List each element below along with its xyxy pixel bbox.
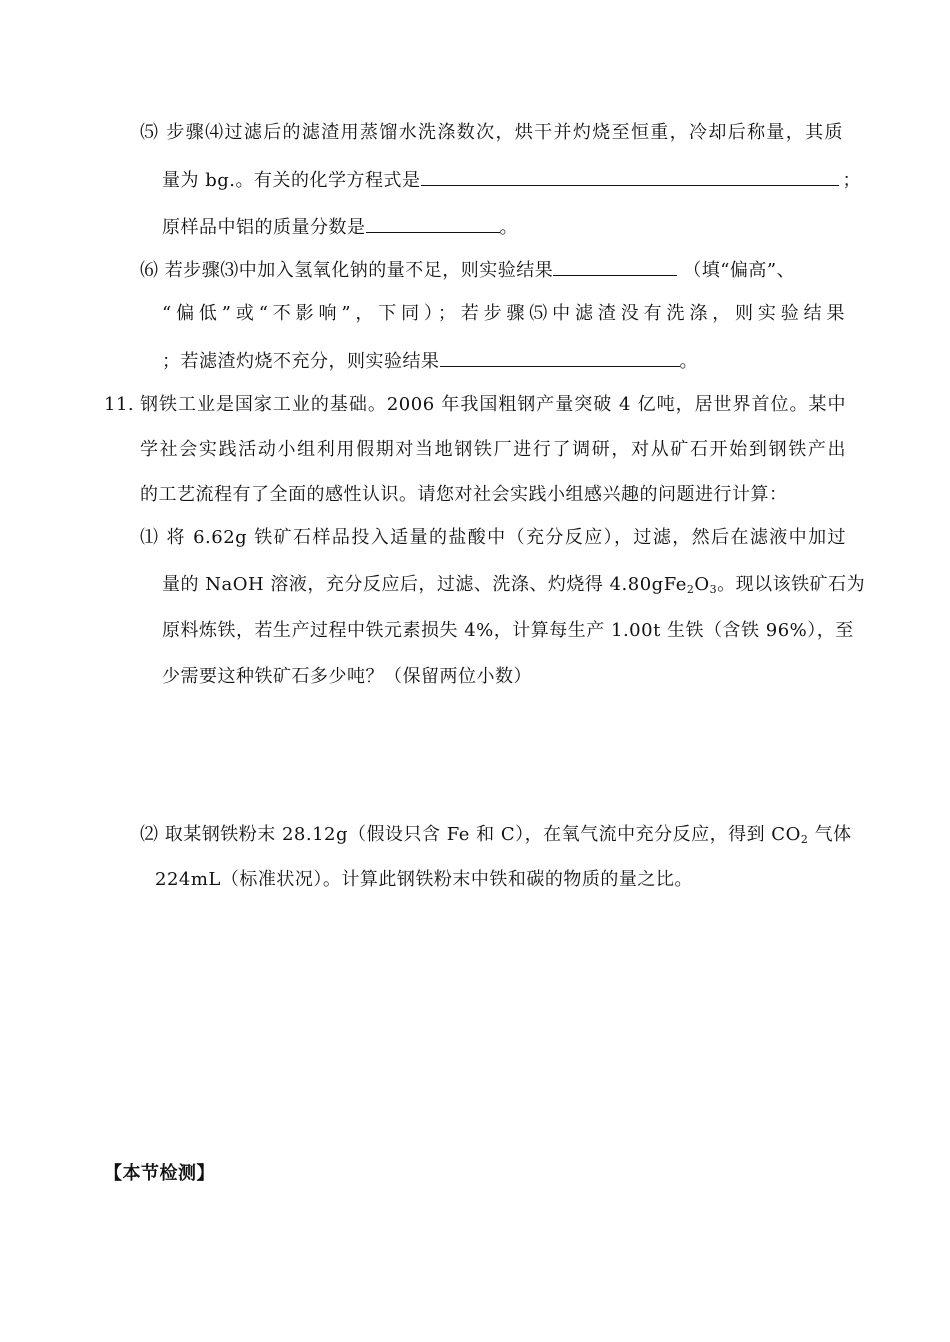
q10-part6-line1-text: ⑹ 若步骤⑶中加入氢氧化钠的量不足，则实验结果 — [140, 260, 554, 281]
q10-part5-line2 — [162, 167, 861, 193]
section-title: 【本节检测】 — [104, 1163, 215, 1184]
q10-part6-line3-text: ；若滤渣灼烧不充分，则实验结果 — [162, 351, 440, 372]
q11-sub2-line1-end: 气体 — [808, 824, 852, 845]
answer-blank-result3[interactable] — [440, 348, 680, 367]
co2-sub-2: 2 — [800, 833, 809, 846]
q10-part6-line3-end: 。 — [679, 351, 698, 372]
q10-part5-line1: ⑸ 步骤⑷过滤后的滤渣用蒸馏水洗涤数次，烘干并灼烧至恒重，冷却后称量，其质 — [140, 122, 843, 143]
q11-line3: 的工艺流程有了全面的感性认识。请您对社会实践小组感兴趣的问题进行计算： — [140, 484, 788, 505]
q11-sub1-line2 — [162, 573, 865, 597]
q11-sub1-line4: 少需要这种铁矿石多少吨？（保留两位小数） — [162, 666, 532, 687]
q11-sub1-line2-end: 。现以该铁矿石为 — [717, 574, 866, 595]
q10-part5-line3-text: 原样品中铝的质量分数是 — [162, 217, 366, 238]
q10-part6-line2: “偏低”或“不影响”，下同）；若步骤⑸中滤渣没有洗涤，则实验结果 — [162, 303, 845, 324]
q11-sub2-line1-text: ⑵ 取某钢铁粉末 28.12g（假设只含 Fe 和 C），在氧气流中充分反应，得到 CO — [140, 824, 801, 845]
q11-sub1-line2-text: 量的 NaOH 溶液，充分反应后，过滤、洗涤、灼烧得 4.80gFe — [162, 574, 687, 595]
q10-part6-line1-end: （填“偏高”、 — [683, 260, 796, 281]
fe2o3-o: O — [694, 574, 710, 595]
fe2o3-sub-3: 3 — [709, 583, 718, 596]
fe2o3-sub-2: 2 — [686, 583, 695, 596]
q11-line2: 学社会实践活动小组利用假期对当地钢铁厂进行了调研，对从矿石开始到钢铁产出 — [140, 439, 846, 460]
q11-sub1-line1: ⑴ 将 6.62g 铁矿石样品投入适量的盐酸中（充分反应），过滤，然后在滤液中加过 — [140, 527, 846, 548]
q11-line1: 钢铁工业是国家工业的基础。2006 年我国粗钢产量突破 4 亿吨，居世界首位。某中 — [140, 394, 846, 415]
q10-part5-line3 — [162, 214, 518, 240]
q11-sub2-line1 — [140, 823, 852, 847]
q11-sub2-line2: 224mL（标准状况）。计算此钢铁粉末中铁和碳的物质的量之比。 — [155, 869, 693, 890]
q11-number: 11. — [104, 394, 135, 415]
answer-blank-al-fraction[interactable] — [366, 214, 500, 233]
q10-part6-line1 — [140, 257, 795, 283]
q10-part5-line3-end: 。 — [499, 217, 518, 238]
q11-sub1-line3: 原料炼铁，若生产过程中铁元素损失 4%，计算每生产 1.00t 生铁（含铁 96%），至 — [162, 620, 854, 641]
answer-blank-equation[interactable] — [421, 167, 839, 186]
answer-blank-result1[interactable] — [553, 257, 677, 276]
q10-part6-line3 — [162, 348, 698, 374]
q10-part5-line2-end: ； — [842, 170, 861, 191]
q10-part5-line2-text: 量为 bg.。有关的化学方程式是 — [162, 170, 421, 191]
